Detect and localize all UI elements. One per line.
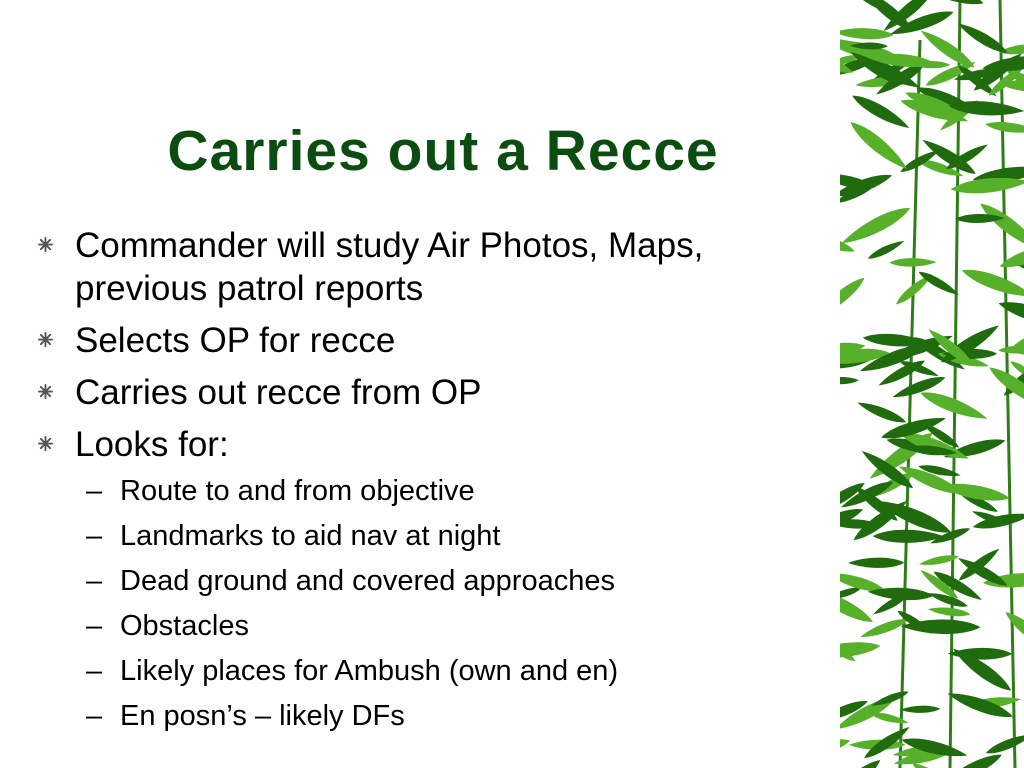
asterisk-bullet-icon bbox=[38, 237, 53, 252]
bullet-text: Selects OP for recce bbox=[75, 321, 396, 360]
dash-marker: – bbox=[86, 700, 103, 732]
sub-bullet-list bbox=[38, 473, 838, 734]
slide-title: Carries out a Recce bbox=[167, 119, 719, 183]
dash-marker: – bbox=[86, 655, 103, 687]
dash-marker: – bbox=[86, 565, 103, 597]
asterisk-bullet-icon bbox=[38, 436, 53, 451]
sub-bullet-text: Route to and from objective bbox=[120, 475, 475, 507]
bullet-text: Commander will study Air Photos, Maps, bbox=[75, 226, 704, 265]
sub-bullet-item bbox=[38, 518, 838, 554]
sub-bullet-item bbox=[38, 653, 838, 689]
sub-bullet-text: Dead ground and covered approaches bbox=[120, 565, 615, 597]
sub-bullet-item bbox=[38, 698, 838, 734]
bullet-text: Looks for: bbox=[75, 425, 229, 464]
sub-bullet-text: Likely places for Ambush (own and en) bbox=[120, 655, 619, 687]
bullet-item bbox=[38, 371, 838, 414]
dash-marker: – bbox=[86, 610, 103, 642]
bullet-list bbox=[38, 224, 838, 743]
bamboo-leaves-decoration bbox=[840, 0, 1024, 768]
sub-bullet-text: En posn’s – likely DFs bbox=[120, 700, 405, 732]
dash-marker: – bbox=[86, 475, 103, 507]
asterisk-bullet-icon bbox=[38, 332, 53, 347]
bullet-item bbox=[38, 319, 838, 362]
bullet-item bbox=[38, 423, 838, 466]
bullet-text: Carries out recce from OP bbox=[75, 373, 482, 412]
bullet-item bbox=[38, 224, 838, 310]
sub-bullet-item bbox=[38, 608, 838, 644]
sub-bullet-text: Obstacles bbox=[120, 610, 249, 642]
asterisk-bullet-icon bbox=[38, 384, 53, 399]
bullet-text-continued: previous patrol reports bbox=[75, 269, 424, 308]
sub-bullet-item bbox=[38, 473, 838, 509]
sub-bullet-item bbox=[38, 563, 838, 599]
dash-marker: – bbox=[86, 520, 103, 552]
sub-bullet-text: Landmarks to aid nav at night bbox=[120, 520, 501, 552]
